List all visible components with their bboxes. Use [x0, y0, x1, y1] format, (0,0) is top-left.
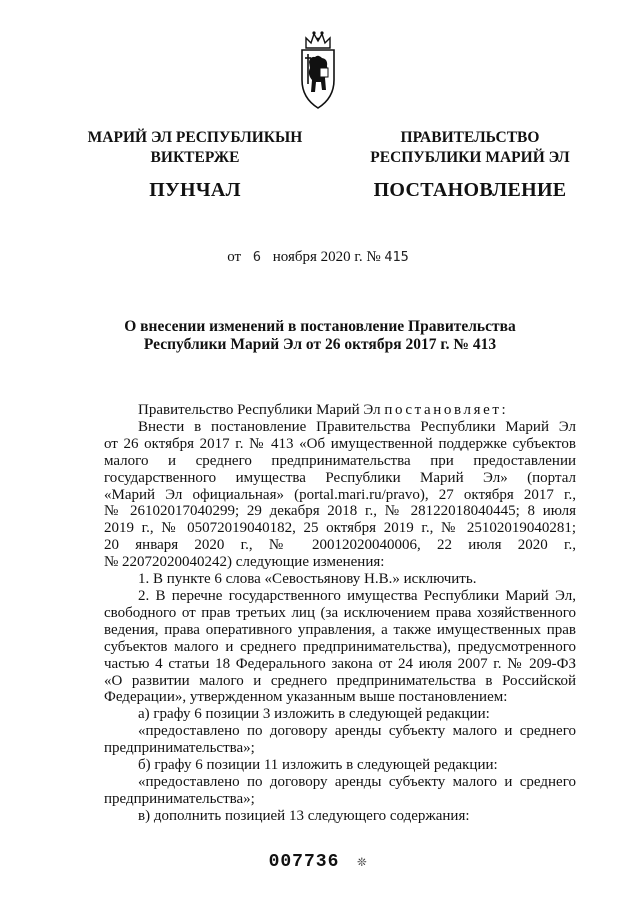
header-left-line1: МАРИЙ ЭЛ РЕСПУБЛИКЫН [87, 129, 303, 146]
body-line: от 26 октября 2017 г. № 413 «Об имущественной поддержке субъектов [104, 435, 576, 452]
intro-spaced-word: постановляет: [384, 402, 509, 418]
body-line: государственного имущества Республики Марий Эл» (портал [104, 469, 576, 486]
quote-line: предпринимательства»; [104, 790, 255, 807]
coat-of-arms-icon [298, 28, 338, 114]
body-line: субъектов малого и среднего предпринимательства), предусмотренного [104, 638, 576, 655]
sub-item-c: в) дополнить позицией 13 следующего содержания: [138, 807, 470, 824]
body-line: Федерации», утвержденном указанным выше постановлением: [104, 689, 508, 706]
ornament-mark: ❊ [357, 854, 368, 871]
item-1: 1. В пункте 6 слова «Севостьянову Н.В.» исключить. [138, 571, 477, 588]
serial-value: 007736 [268, 852, 340, 872]
quote-line: «предоставлено по договору аренды субъекту малого и среднего [138, 723, 576, 740]
date-month-year: ноября 2020 г. № [272, 249, 381, 265]
header-left-line2: ВИКТЕРЖЕ [150, 149, 240, 166]
body-line: «О развитии малого и среднего предпринимательства в Российской [104, 672, 576, 689]
body-line: № 22072020040242) следующие изменения: [104, 554, 385, 571]
body-line: свободного от прав третьих лиц (за исключением права хозяйственного [104, 604, 576, 621]
body-line: 2. В перечне государственного имущества Республики Марий Эл, [138, 587, 576, 604]
header-left-doc-type: ПУНЧАЛ [149, 179, 241, 201]
intro-paragraph [104, 402, 576, 419]
title-line1: О внесении изменений в постановление Правительства [124, 318, 516, 335]
intro-text: Правительство Республики Марий Эл [138, 402, 385, 418]
date-day: 6 [252, 249, 261, 265]
date-prefix: от [227, 249, 242, 265]
sub-item-a: а) графу 6 позиции 3 изложить в следующей редакции: [138, 706, 490, 723]
body-line: 20 января 2020 г., № 20012020040006, 22 июля 2020 г., [104, 537, 576, 554]
document-body [104, 402, 576, 825]
header-right [350, 128, 590, 200]
document-number: 415 [384, 249, 409, 265]
quote-line: предпринимательства»; [104, 740, 255, 757]
body-line: Внести в постановление Правительства Республики Марий Эл [138, 418, 576, 435]
body-line: ведения, права оперативного управления, а также имущественных прав [104, 621, 576, 638]
date-line [0, 249, 636, 266]
header-right-line2: РЕСПУБЛИКИ МАРИЙ ЭЛ [370, 149, 570, 166]
document-title [70, 318, 570, 354]
sub-item-b: б) графу 6 позиции 11 изложить в следующей редакции: [138, 757, 498, 774]
body-line: малого и среднего предпринимательства при предоставлении [104, 452, 576, 469]
body-line: «Марий Эл официальная» (portal.mari.ru/pravo), 27 октября 2017 г., [104, 486, 576, 503]
header-right-doc-type: ПОСТАНОВЛЕНИЕ [373, 179, 567, 201]
serial-number [0, 852, 636, 872]
header-left [70, 128, 320, 200]
title-line2: Республики Марий Эл от 26 октября 2017 г. № 413 [143, 336, 497, 353]
body-line: № 26102017040299; 29 декабря 2018 г., № 28122018040445; 8 июля [104, 503, 576, 520]
quote-line: «предоставлено по договору аренды субъекту малого и среднего [138, 773, 576, 790]
body-line: 2019 г., № 05072019040182, 25 октября 2019 г., № 25102019040281; [104, 520, 576, 537]
header-right-line1: ПРАВИТЕЛЬСТВО [400, 129, 540, 146]
body-line: частью 4 статьи 18 Федерального закона от 24 июля 2007 г. № 209-ФЗ [104, 655, 576, 672]
